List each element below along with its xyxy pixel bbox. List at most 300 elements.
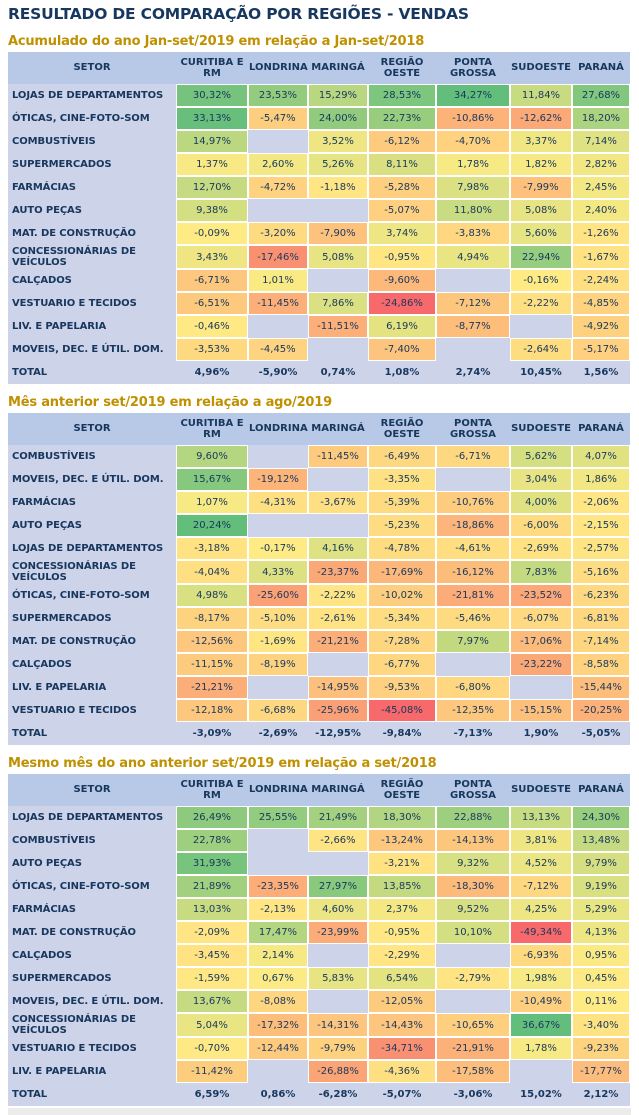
total-value-cell[interactable]: -3,06%: [453, 1089, 493, 1100]
column-header-region[interactable]: SUDOESTE: [510, 52, 572, 84]
heat-value-cell[interactable]: -11,51%: [308, 315, 368, 338]
heat-value-cell[interactable]: -25,96%: [308, 699, 368, 722]
heat-value-cell[interactable]: 13,48%: [572, 829, 630, 852]
empty-cell[interactable]: [308, 852, 368, 875]
heat-value-cell[interactable]: 36,67%: [510, 1013, 572, 1037]
empty-cell[interactable]: [248, 130, 308, 153]
sector-label-cell[interactable]: MOVEIS, DEC. E ÚTIL. DOM.: [12, 996, 164, 1007]
heat-value-cell[interactable]: -1,26%: [572, 222, 630, 245]
heat-value-cell[interactable]: 1,78%: [510, 1037, 572, 1060]
heat-value-cell[interactable]: 0,45%: [572, 967, 630, 990]
heat-value-cell[interactable]: -11,45%: [248, 292, 308, 315]
heat-value-cell[interactable]: 15,67%: [176, 468, 248, 491]
heat-value-cell[interactable]: 23,53%: [248, 84, 308, 107]
heat-value-cell[interactable]: -4,72%: [248, 176, 308, 199]
sector-label-cell[interactable]: LOJAS DE DEPARTAMENTOS: [12, 543, 164, 554]
sector-label-cell[interactable]: CONCESSIONÁRIAS DE VEÍCULOS: [12, 561, 136, 583]
heat-value-cell[interactable]: 9,52%: [436, 898, 510, 921]
heat-value-cell[interactable]: 30,32%: [176, 84, 248, 107]
heat-value-cell[interactable]: -4,78%: [368, 537, 436, 560]
heat-value-cell[interactable]: 4,52%: [510, 852, 572, 875]
total-value-cell[interactable]: -6,28%: [318, 1089, 358, 1100]
heat-value-cell[interactable]: 3,81%: [510, 829, 572, 852]
heat-value-cell[interactable]: -10,65%: [436, 1013, 510, 1037]
total-value-cell[interactable]: 1,08%: [384, 367, 420, 378]
heat-value-cell[interactable]: -7,99%: [510, 176, 572, 199]
empty-cell[interactable]: [248, 829, 308, 852]
empty-cell[interactable]: [308, 468, 368, 491]
heat-value-cell[interactable]: 2,45%: [572, 176, 630, 199]
empty-cell[interactable]: [510, 315, 572, 338]
heat-value-cell[interactable]: -4,61%: [436, 537, 510, 560]
heat-value-cell[interactable]: 0,95%: [572, 944, 630, 967]
column-header-region[interactable]: LONDRINA: [248, 52, 308, 84]
total-value-cell[interactable]: -7,13%: [453, 728, 493, 739]
column-header-region[interactable]: PONTA GROSSA: [436, 52, 510, 84]
heat-value-cell[interactable]: 5,83%: [308, 967, 368, 990]
heat-value-cell[interactable]: -3,53%: [176, 338, 248, 361]
heat-value-cell[interactable]: 1,86%: [572, 468, 630, 491]
heat-value-cell[interactable]: -9,53%: [368, 676, 436, 699]
heat-value-cell[interactable]: 11,84%: [510, 84, 572, 107]
empty-cell[interactable]: [308, 199, 368, 222]
heat-value-cell[interactable]: 7,98%: [436, 176, 510, 199]
empty-cell[interactable]: [248, 1060, 308, 1083]
sector-label-cell[interactable]: LOJAS DE DEPARTAMENTOS: [12, 90, 164, 101]
column-header-region[interactable]: CURITIBA E RM: [176, 413, 248, 445]
column-header-region[interactable]: PONTA GROSSA: [436, 774, 510, 806]
sector-label-cell[interactable]: AUTO PEÇAS: [12, 520, 82, 531]
heat-value-cell[interactable]: 10,10%: [436, 921, 510, 944]
heat-value-cell[interactable]: 25,55%: [248, 806, 308, 829]
heat-value-cell[interactable]: -4,92%: [572, 315, 630, 338]
sector-label-cell[interactable]: CONCESSIONÁRIAS DE VEÍCULOS: [12, 246, 136, 268]
sector-label-cell[interactable]: COMBUSTÍVEIS: [12, 835, 96, 846]
heat-value-cell[interactable]: -6,49%: [368, 445, 436, 468]
heat-value-cell[interactable]: -5,39%: [368, 491, 436, 514]
heat-value-cell[interactable]: -2,57%: [572, 537, 630, 560]
total-value-cell[interactable]: 4,96%: [194, 367, 230, 378]
heat-value-cell[interactable]: 1,01%: [248, 269, 308, 292]
heat-value-cell[interactable]: 9,38%: [176, 199, 248, 222]
heat-value-cell[interactable]: 27,68%: [572, 84, 630, 107]
heat-value-cell[interactable]: 11,80%: [436, 199, 510, 222]
total-label-cell[interactable]: TOTAL: [12, 367, 47, 378]
heat-value-cell[interactable]: -6,00%: [510, 514, 572, 537]
empty-cell[interactable]: [436, 990, 510, 1013]
heat-value-cell[interactable]: -23,99%: [308, 921, 368, 944]
empty-cell[interactable]: [436, 269, 510, 292]
sector-label-cell[interactable]: ÓTICAS, CINE-FOTO-SOM: [12, 590, 150, 601]
heat-value-cell[interactable]: 0,67%: [248, 967, 308, 990]
heat-value-cell[interactable]: -23,35%: [248, 875, 308, 898]
heat-value-cell[interactable]: 26,49%: [176, 806, 248, 829]
heat-value-cell[interactable]: -9,60%: [368, 269, 436, 292]
heat-value-cell[interactable]: -12,18%: [176, 699, 248, 722]
heat-value-cell[interactable]: -3,21%: [368, 852, 436, 875]
heat-value-cell[interactable]: -6,51%: [176, 292, 248, 315]
sector-label-cell[interactable]: FARMÁCIAS: [12, 497, 76, 508]
heat-value-cell[interactable]: -16,12%: [436, 560, 510, 584]
heat-value-cell[interactable]: 13,85%: [368, 875, 436, 898]
heat-value-cell[interactable]: 7,83%: [510, 560, 572, 584]
total-value-cell[interactable]: -5,05%: [581, 728, 621, 739]
heat-value-cell[interactable]: 4,60%: [308, 898, 368, 921]
heat-value-cell[interactable]: -12,05%: [368, 990, 436, 1013]
heat-value-cell[interactable]: 22,78%: [176, 829, 248, 852]
sector-label-cell[interactable]: AUTO PEÇAS: [12, 858, 82, 869]
sector-label-cell[interactable]: LIV. E PAPELARIA: [12, 321, 107, 332]
heat-value-cell[interactable]: -2,61%: [308, 607, 368, 630]
sector-label-cell[interactable]: CALÇADOS: [12, 275, 72, 286]
heat-value-cell[interactable]: 20,24%: [176, 514, 248, 537]
total-value-cell[interactable]: 1,56%: [583, 367, 619, 378]
sector-label-cell[interactable]: SUPERMERCADOS: [12, 159, 112, 170]
column-header-region[interactable]: SUDOESTE: [510, 413, 572, 445]
heat-value-cell[interactable]: -45,08%: [368, 699, 436, 722]
heat-value-cell[interactable]: 5,08%: [308, 245, 368, 269]
heat-value-cell[interactable]: 18,30%: [368, 806, 436, 829]
sector-label-cell[interactable]: FARMÁCIAS: [12, 182, 76, 193]
heat-value-cell[interactable]: 6,19%: [368, 315, 436, 338]
heat-value-cell[interactable]: -0,16%: [510, 269, 572, 292]
heat-value-cell[interactable]: -4,85%: [572, 292, 630, 315]
heat-value-cell[interactable]: 4,98%: [176, 584, 248, 607]
heat-value-cell[interactable]: -18,30%: [436, 875, 510, 898]
heat-value-cell[interactable]: -5,47%: [248, 107, 308, 130]
heat-value-cell[interactable]: -23,37%: [308, 560, 368, 584]
heat-value-cell[interactable]: -3,45%: [176, 944, 248, 967]
heat-value-cell[interactable]: 2,14%: [248, 944, 308, 967]
sector-label-cell[interactable]: SUPERMERCADOS: [12, 613, 112, 624]
heat-value-cell[interactable]: -7,12%: [436, 292, 510, 315]
heat-value-cell[interactable]: -2,15%: [572, 514, 630, 537]
total-value-cell[interactable]: 0,86%: [260, 1089, 296, 1100]
sector-label-cell[interactable]: ÓTICAS, CINE-FOTO-SOM: [12, 881, 150, 892]
heat-value-cell[interactable]: -17,58%: [436, 1060, 510, 1083]
heat-value-cell[interactable]: -23,52%: [510, 584, 572, 607]
heat-value-cell[interactable]: 3,43%: [176, 245, 248, 269]
heat-value-cell[interactable]: -6,68%: [248, 699, 308, 722]
heat-value-cell[interactable]: 34,27%: [436, 84, 510, 107]
empty-cell[interactable]: [248, 199, 308, 222]
sector-label-cell[interactable]: MAT. DE CONSTRUÇÃO: [12, 927, 136, 938]
empty-cell[interactable]: [436, 653, 510, 676]
heat-value-cell[interactable]: 2,82%: [572, 153, 630, 176]
heat-value-cell[interactable]: 22,94%: [510, 245, 572, 269]
total-value-cell[interactable]: 2,74%: [455, 367, 491, 378]
sector-label-cell[interactable]: COMBUSTÍVEIS: [12, 136, 96, 147]
heat-value-cell[interactable]: 4,13%: [572, 921, 630, 944]
heat-value-cell[interactable]: -3,83%: [436, 222, 510, 245]
heat-value-cell[interactable]: -17,46%: [248, 245, 308, 269]
heat-value-cell[interactable]: -18,86%: [436, 514, 510, 537]
sector-label-cell[interactable]: VESTUARIO E TECIDOS: [12, 705, 137, 716]
heat-value-cell[interactable]: 9,32%: [436, 852, 510, 875]
heat-value-cell[interactable]: 17,47%: [248, 921, 308, 944]
sector-label-cell[interactable]: VESTUARIO E TECIDOS: [12, 1043, 137, 1054]
heat-value-cell[interactable]: -2,66%: [308, 829, 368, 852]
column-header-region[interactable]: MARINGÁ: [308, 413, 368, 445]
empty-cell[interactable]: [436, 338, 510, 361]
total-value-cell[interactable]: -3,09%: [192, 728, 232, 739]
heat-value-cell[interactable]: -14,31%: [308, 1013, 368, 1037]
heat-value-cell[interactable]: 4,07%: [572, 445, 630, 468]
heat-value-cell[interactable]: -21,91%: [436, 1037, 510, 1060]
empty-cell[interactable]: [248, 445, 308, 468]
column-header-region[interactable]: CURITIBA E RM: [176, 52, 248, 84]
heat-value-cell[interactable]: 15,29%: [308, 84, 368, 107]
heat-value-cell[interactable]: -9,23%: [572, 1037, 630, 1060]
heat-value-cell[interactable]: -12,35%: [436, 699, 510, 722]
heat-value-cell[interactable]: -11,42%: [176, 1060, 248, 1083]
heat-value-cell[interactable]: -3,18%: [176, 537, 248, 560]
heat-value-cell[interactable]: 9,79%: [572, 852, 630, 875]
heat-value-cell[interactable]: 13,13%: [510, 806, 572, 829]
column-header-region[interactable]: MARINGÁ: [308, 52, 368, 84]
heat-value-cell[interactable]: -25,60%: [248, 584, 308, 607]
heat-value-cell[interactable]: 33,13%: [176, 107, 248, 130]
heat-value-cell[interactable]: -26,88%: [308, 1060, 368, 1083]
heat-value-cell[interactable]: -5,34%: [368, 607, 436, 630]
heat-value-cell[interactable]: 1,78%: [436, 153, 510, 176]
heat-value-cell[interactable]: -11,45%: [308, 445, 368, 468]
column-header-setor[interactable]: SETOR: [8, 52, 176, 84]
heat-value-cell[interactable]: -5,17%: [572, 338, 630, 361]
heat-value-cell[interactable]: 2,37%: [368, 898, 436, 921]
total-value-cell[interactable]: -9,84%: [382, 728, 422, 739]
heat-value-cell[interactable]: 9,19%: [572, 875, 630, 898]
heat-value-cell[interactable]: 3,37%: [510, 130, 572, 153]
empty-cell[interactable]: [308, 338, 368, 361]
heat-value-cell[interactable]: -5,07%: [368, 199, 436, 222]
sector-label-cell[interactable]: SUPERMERCADOS: [12, 973, 112, 984]
heat-value-cell[interactable]: -34,71%: [368, 1037, 436, 1060]
heat-value-cell[interactable]: -3,35%: [368, 468, 436, 491]
heat-value-cell[interactable]: -23,22%: [510, 653, 572, 676]
heat-value-cell[interactable]: -1,59%: [176, 967, 248, 990]
heat-value-cell[interactable]: 13,67%: [176, 990, 248, 1013]
heat-value-cell[interactable]: -2,13%: [248, 898, 308, 921]
column-header-region[interactable]: PARANÁ: [572, 774, 630, 806]
total-value-cell[interactable]: 6,59%: [194, 1089, 230, 1100]
sector-label-cell[interactable]: CALÇADOS: [12, 950, 72, 961]
heat-value-cell[interactable]: -4,04%: [176, 560, 248, 584]
heat-value-cell[interactable]: -10,49%: [510, 990, 572, 1013]
column-header-setor[interactable]: SETOR: [8, 774, 176, 806]
column-header-region[interactable]: PARANÁ: [572, 413, 630, 445]
heat-value-cell[interactable]: 4,16%: [308, 537, 368, 560]
empty-cell[interactable]: [248, 514, 308, 537]
heat-value-cell[interactable]: -3,20%: [248, 222, 308, 245]
heat-value-cell[interactable]: -2,22%: [308, 584, 368, 607]
sector-label-cell[interactable]: LIV. E PAPELARIA: [12, 682, 107, 693]
heat-value-cell[interactable]: 3,52%: [308, 130, 368, 153]
sector-label-cell[interactable]: MOVEIS, DEC. E ÚTIL. DOM.: [12, 344, 164, 355]
heat-value-cell[interactable]: 8,11%: [368, 153, 436, 176]
heat-value-cell[interactable]: -0,17%: [248, 537, 308, 560]
heat-value-cell[interactable]: -4,45%: [248, 338, 308, 361]
heat-value-cell[interactable]: -6,12%: [368, 130, 436, 153]
heat-value-cell[interactable]: -2,22%: [510, 292, 572, 315]
empty-cell[interactable]: [510, 1060, 572, 1083]
heat-value-cell[interactable]: -15,44%: [572, 676, 630, 699]
heat-value-cell[interactable]: 2,40%: [572, 199, 630, 222]
heat-value-cell[interactable]: -2,29%: [368, 944, 436, 967]
heat-value-cell[interactable]: -8,77%: [436, 315, 510, 338]
heat-value-cell[interactable]: -3,40%: [572, 1013, 630, 1037]
heat-value-cell[interactable]: -5,46%: [436, 607, 510, 630]
empty-cell[interactable]: [436, 944, 510, 967]
heat-value-cell[interactable]: 7,97%: [436, 630, 510, 653]
heat-value-cell[interactable]: -49,34%: [510, 921, 572, 944]
heat-value-cell[interactable]: -19,12%: [248, 468, 308, 491]
heat-value-cell[interactable]: -8,17%: [176, 607, 248, 630]
heat-value-cell[interactable]: -10,76%: [436, 491, 510, 514]
heat-value-cell[interactable]: 21,49%: [308, 806, 368, 829]
heat-value-cell[interactable]: -6,80%: [436, 676, 510, 699]
heat-value-cell[interactable]: 5,60%: [510, 222, 572, 245]
total-value-cell[interactable]: 15,02%: [520, 1089, 562, 1100]
empty-cell[interactable]: [308, 990, 368, 1013]
empty-cell[interactable]: [308, 944, 368, 967]
heat-value-cell[interactable]: 4,94%: [436, 245, 510, 269]
sector-label-cell[interactable]: VESTUARIO E TECIDOS: [12, 298, 137, 309]
total-value-cell[interactable]: 1,90%: [523, 728, 559, 739]
heat-value-cell[interactable]: -5,10%: [248, 607, 308, 630]
heat-value-cell[interactable]: -17,77%: [572, 1060, 630, 1083]
heat-value-cell[interactable]: 3,74%: [368, 222, 436, 245]
column-header-region[interactable]: REGIÃO OESTE: [368, 52, 436, 84]
heat-value-cell[interactable]: -0,95%: [368, 245, 436, 269]
total-value-cell[interactable]: 0,74%: [320, 367, 356, 378]
heat-value-cell[interactable]: 13,03%: [176, 898, 248, 921]
empty-cell[interactable]: [308, 514, 368, 537]
heat-value-cell[interactable]: -2,64%: [510, 338, 572, 361]
heat-value-cell[interactable]: -8,58%: [572, 653, 630, 676]
heat-value-cell[interactable]: -1,18%: [308, 176, 368, 199]
heat-value-cell[interactable]: -17,69%: [368, 560, 436, 584]
total-label-cell[interactable]: TOTAL: [12, 1089, 47, 1100]
heat-value-cell[interactable]: -14,13%: [436, 829, 510, 852]
heat-value-cell[interactable]: -4,31%: [248, 491, 308, 514]
heat-value-cell[interactable]: -24,86%: [368, 292, 436, 315]
heat-value-cell[interactable]: 5,29%: [572, 898, 630, 921]
heat-value-cell[interactable]: -6,71%: [436, 445, 510, 468]
heat-value-cell[interactable]: -14,43%: [368, 1013, 436, 1037]
heat-value-cell[interactable]: 21,89%: [176, 875, 248, 898]
column-header-region[interactable]: PONTA GROSSA: [436, 413, 510, 445]
heat-value-cell[interactable]: -10,86%: [436, 107, 510, 130]
heat-value-cell[interactable]: -7,12%: [510, 875, 572, 898]
heat-value-cell[interactable]: 22,88%: [436, 806, 510, 829]
heat-value-cell[interactable]: -14,95%: [308, 676, 368, 699]
total-value-cell[interactable]: -12,95%: [315, 728, 361, 739]
column-header-setor[interactable]: SETOR: [8, 413, 176, 445]
heat-value-cell[interactable]: 7,86%: [308, 292, 368, 315]
heat-value-cell[interactable]: 24,00%: [308, 107, 368, 130]
heat-value-cell[interactable]: -7,40%: [368, 338, 436, 361]
empty-cell[interactable]: [248, 852, 308, 875]
heat-value-cell[interactable]: -21,21%: [176, 676, 248, 699]
heat-value-cell[interactable]: -0,70%: [176, 1037, 248, 1060]
heat-value-cell[interactable]: -2,79%: [436, 967, 510, 990]
heat-value-cell[interactable]: 1,82%: [510, 153, 572, 176]
heat-value-cell[interactable]: 5,26%: [308, 153, 368, 176]
heat-value-cell[interactable]: 3,04%: [510, 468, 572, 491]
sector-label-cell[interactable]: LIV. E PAPELARIA: [12, 1066, 107, 1077]
heat-value-cell[interactable]: 5,08%: [510, 199, 572, 222]
heat-value-cell[interactable]: 5,62%: [510, 445, 572, 468]
heat-value-cell[interactable]: -7,90%: [308, 222, 368, 245]
column-header-region[interactable]: REGIÃO OESTE: [368, 774, 436, 806]
heat-value-cell[interactable]: -7,28%: [368, 630, 436, 653]
heat-value-cell[interactable]: 12,70%: [176, 176, 248, 199]
heat-value-cell[interactable]: 27,97%: [308, 875, 368, 898]
heat-value-cell[interactable]: -7,14%: [572, 630, 630, 653]
column-header-region[interactable]: MARINGÁ: [308, 774, 368, 806]
sector-label-cell[interactable]: MOVEIS, DEC. E ÚTIL. DOM.: [12, 474, 164, 485]
heat-value-cell[interactable]: -13,24%: [368, 829, 436, 852]
heat-value-cell[interactable]: -6,81%: [572, 607, 630, 630]
total-label-cell[interactable]: TOTAL: [12, 728, 47, 739]
heat-value-cell[interactable]: -6,07%: [510, 607, 572, 630]
heat-value-cell[interactable]: 18,20%: [572, 107, 630, 130]
heat-value-cell[interactable]: 14,97%: [176, 130, 248, 153]
total-value-cell[interactable]: -5,07%: [382, 1089, 422, 1100]
heat-value-cell[interactable]: -8,08%: [248, 990, 308, 1013]
column-header-region[interactable]: LONDRINA: [248, 774, 308, 806]
column-header-region[interactable]: PARANÁ: [572, 52, 630, 84]
empty-cell[interactable]: [436, 468, 510, 491]
heat-value-cell[interactable]: -5,28%: [368, 176, 436, 199]
sector-label-cell[interactable]: ÓTICAS, CINE-FOTO-SOM: [12, 113, 150, 124]
heat-value-cell[interactable]: -6,23%: [572, 584, 630, 607]
heat-value-cell[interactable]: 1,37%: [176, 153, 248, 176]
empty-cell[interactable]: [248, 315, 308, 338]
heat-value-cell[interactable]: 6,54%: [368, 967, 436, 990]
heat-value-cell[interactable]: -21,21%: [308, 630, 368, 653]
column-header-region[interactable]: LONDRINA: [248, 413, 308, 445]
heat-value-cell[interactable]: -9,79%: [308, 1037, 368, 1060]
heat-value-cell[interactable]: -5,16%: [572, 560, 630, 584]
sector-label-cell[interactable]: AUTO PEÇAS: [12, 205, 82, 216]
heat-value-cell[interactable]: -4,70%: [436, 130, 510, 153]
heat-value-cell[interactable]: -17,32%: [248, 1013, 308, 1037]
heat-value-cell[interactable]: 4,33%: [248, 560, 308, 584]
heat-value-cell[interactable]: 1,98%: [510, 967, 572, 990]
heat-value-cell[interactable]: -12,44%: [248, 1037, 308, 1060]
heat-value-cell[interactable]: -0,95%: [368, 921, 436, 944]
heat-value-cell[interactable]: 24,30%: [572, 806, 630, 829]
total-value-cell[interactable]: 2,12%: [583, 1089, 619, 1100]
heat-value-cell[interactable]: 7,14%: [572, 130, 630, 153]
heat-value-cell[interactable]: -2,06%: [572, 491, 630, 514]
heat-value-cell[interactable]: -1,69%: [248, 630, 308, 653]
sector-label-cell[interactable]: CONCESSIONÁRIAS DE VEÍCULOS: [12, 1014, 136, 1036]
heat-value-cell[interactable]: -12,62%: [510, 107, 572, 130]
empty-cell[interactable]: [248, 676, 308, 699]
total-value-cell[interactable]: -5,90%: [258, 367, 298, 378]
empty-cell[interactable]: [510, 676, 572, 699]
empty-cell[interactable]: [308, 269, 368, 292]
heat-value-cell[interactable]: -6,71%: [176, 269, 248, 292]
heat-value-cell[interactable]: -0,46%: [176, 315, 248, 338]
column-header-region[interactable]: REGIÃO OESTE: [368, 413, 436, 445]
sector-label-cell[interactable]: MAT. DE CONSTRUÇÃO: [12, 636, 136, 647]
heat-value-cell[interactable]: 4,25%: [510, 898, 572, 921]
heat-value-cell[interactable]: -6,77%: [368, 653, 436, 676]
